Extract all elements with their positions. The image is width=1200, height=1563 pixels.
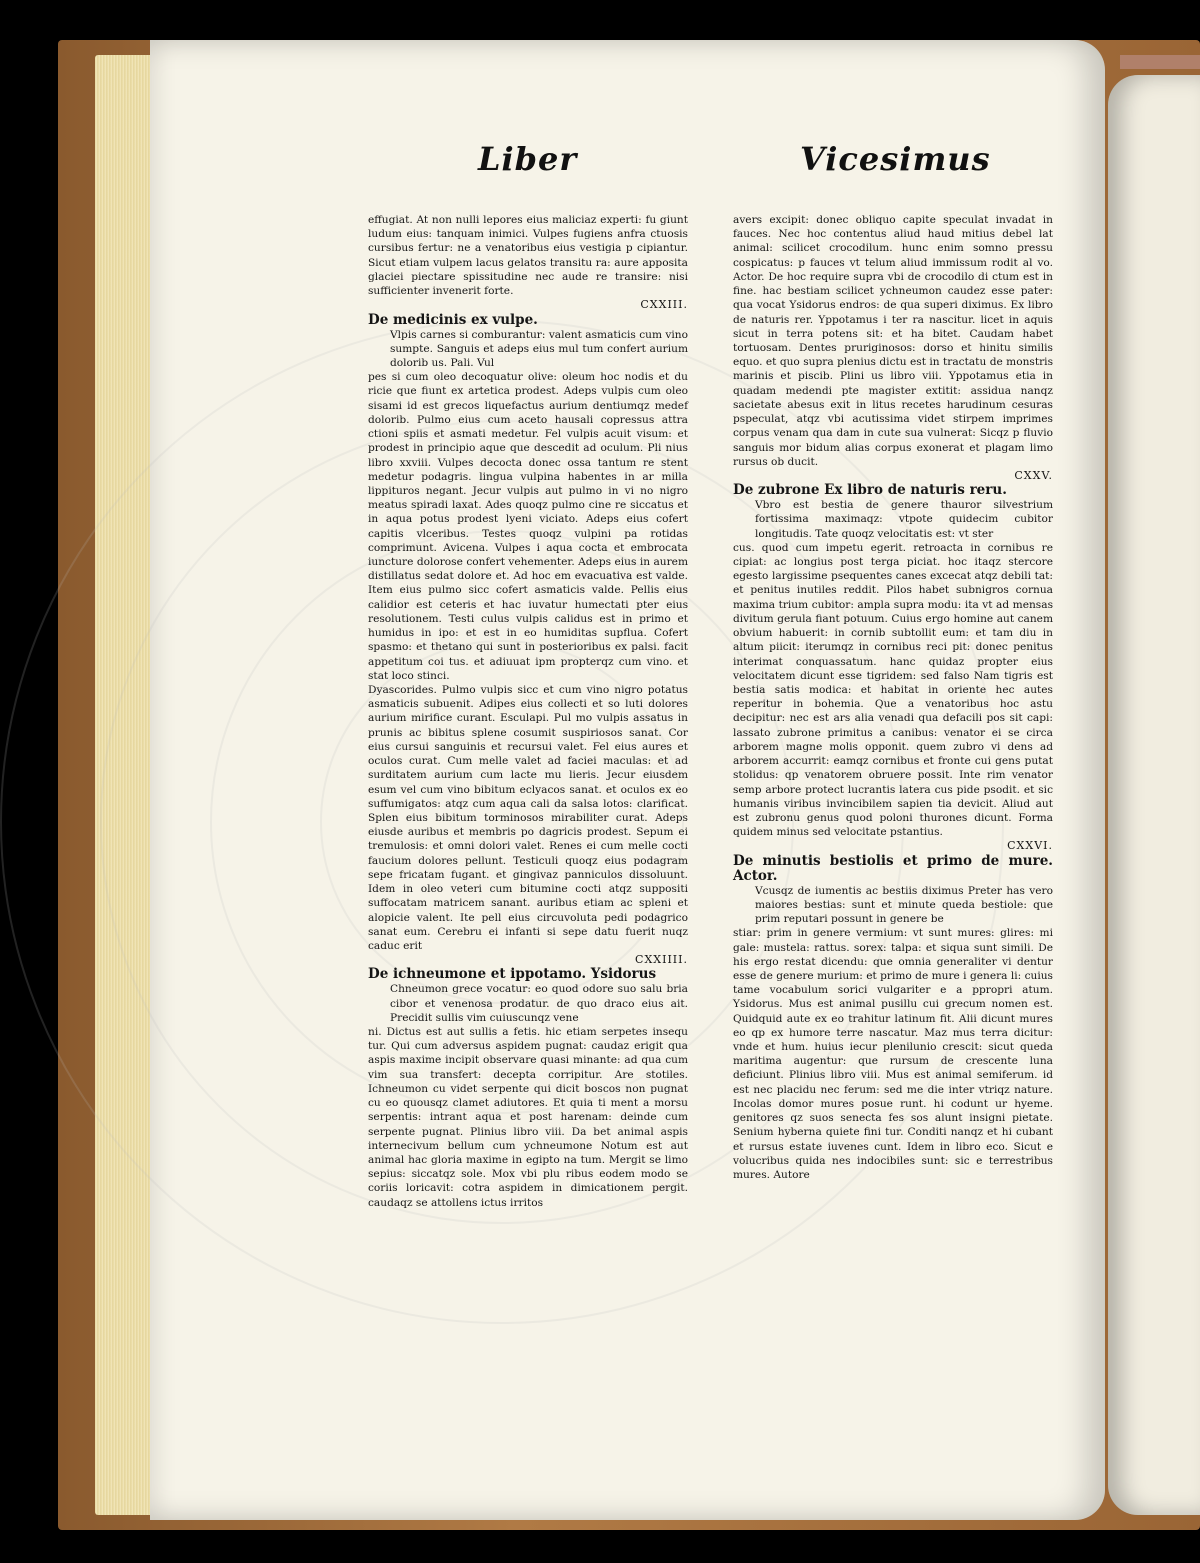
paragraph-text: cus. quod cum impetu egerit. retroacta in cornibus re cipiat: ac longius post terga piciat. hoc itaqz stercore egesto largissime psequentes canes excecat atqz debili tat: et penitus inutiles reddit. Pilos habet subnigros cornua maxima trium cubitor: ampla supra modu: ita vt ad mensas divitum gerula fiant potuum. Cuius ergo homine aut canem obvium habuerit: in cornib subtollit eum: et tam diu in altum piicit: iterumqz in cornibus reci pit: donec penitus interimat conquassatum. hanc quidaz propter eius velocitatem dicunt esse tigridem: sed falso Nam tigris est bestia satis modica: et habitat in oriente hec autes reperitur in bohemia. Que a venatoribus hoc astu decipitur: nec est ars alia venadi qua defacili pos sit capi: lassato zubrone primitus a canibus: venator ei se circa arborem magne molis opponit. quem zubro vi dens ad arborem accurrit: eamqz cornibus et fronte cui gens putat stolidus: qp venatorem obruere possit. Inte rim venator semp arbore protect lucrantis latera cus pide psodit. et sic humanis viribus invincibilem sapien tia devicit. Aliud aut est zubronu genus quod poloni thurones dicunt. Forma quidem minus sed velocitate pstantius. [733,541,1053,839]
chapter-number: CXXVI. [1007,839,1053,853]
chapter-opening-text: Chneumon grece vocatur: eo quod odore suo salu bria cibor et venenosa prodatur. de quo draco eius ait. Precidit sullis vim cuiuscunqz vene [390,983,688,1024]
chapter-opening-text: Vbro est bestia de genere thauror silvestrium fortissima maximaqz: vtpote quidecim cubitor longitudis. Tate quoqz velocitatis est: vt ster [755,499,1053,540]
paragraph-text: Dyascorides. Pulmo vulpis sicc et cum vino nigro potatus asmaticis subuenit. Adipes eius collecti et so luti dolores aurium mirifice curant. Esculapi. Pul mo vulpis assatus in prunis ac bibitus splene cosumit suspiriosos sanat. Cor eius cursui sanguinis et recursui valet. Fel eius aures et oculos curat. Cum melle valet ad faciei maculas: et ad surditatem aurium cum lacte mu lieris. Jecur eiusdem esum vel cum vino bibitum eclyacos sanat. et oculos ex eo suffumigatos: atqz cum aqua cali da salsa lotos: clarificat. Splen eius bibitum torminosos mirabiliter curat. Adeps eiusde auribus et membris po dagricis prodest. Sepum ei tremulosis: et omni dolori valet. Renes ei cum melle cocti faucium dolores pellunt. Testiculi quoqz eius podagram sepe fricatam fugant. et gingivaz panniculos dissoluunt. Idem in oleo veteri cum bitumine cocti atqz suppositi suffocatam matricem sanant. auribus etiam ac spleni et alopicie valent. Ite pell eius circuvoluta pedi podagrico sanat eum. Cerebru ei infanti si sepe datu fuerit nuqz caduc erit [368,684,688,952]
chapter-opening-text: Vlpis carnes si comburantur: valent asmaticis cum vino sumpte. Sanguis et adeps eius mul tum confert aurium dolorib us. Pali. Vul [390,328,688,369]
running-head-left: Liber [478,140,578,178]
chapter-opening-text: Vcusqz de iumentis ac bestiis diximus Preter has vero maiores bestias: sunt et minute queda bestiole: que prim reputari possunt in genere be [755,884,1053,926]
text-column-left [368,213,688,1210]
paragraph-text: effugiat. At non nulli lepores eius maliciaz experti: fu giunt ludum eius: tanquam inimici. Vulpes fugiens anfra ctuosis cursibus fertur: ne a venatoribus eius vestigia p cipiantur. Sicut etiam vulpem lacus gelatos transitu ra: aure apposita glaciei piectare spissitudine nec aude re transire: nisi sufficienter invenerit forte. [368,214,688,298]
paragraph-text: stiar: prim in genere vermium: vt sunt mures: glires: mi gale: mustela: rattus. sorex: talpa: et siqua sunt simili. De his ergo restat dicendu: que omnia generaliter vi dentur esse de genere murium: et primo de mure i genera li: cuius tame vocabulum sorici vulgariter e a ppropri atum. Ysidorus. Mus est animal pusillu cui grecum nomen est. Quidquid aute ex eo trahitur latinum fit. Alii dicunt mures eo qp ex humore terre nascatur. Maz mus terra dicitur: vnde et hum. huius iecur plenilunio crescit: sicut queda maritima augentur: que rursum de crescente luna deficiunt. Plinius libro viii. Mus est animal semiferum. id est nec placidu nec ferum: sed me die inter vtriqz nature. Incolas domor mures posue runt. hi codunt ur hyeme. genitores qz suos senecta fes sos alunt insigni pietate. Senium hyberna quiete fini tur. Conditi nanqz et hi cubant et rursus estate iuvenes cunt. Idem in libro eco. Sicut e volucribus quida nes indocibiles sunt: sic e terrestribus mures. Autore [733,927,1053,1181]
chapter-heading: De zubrone Ex libro de naturis reru. [733,482,1007,499]
text-column-right [733,213,1053,1182]
paragraph-text: ni. Dictus est aut sullis a fetis. hic etiam serpetes insequ tur. Qui cum adversus aspidem pugnat: caudaz erigit qua aspis maxime incipit observare quasi minante: ad qua cum vim sua transfert: decepta corripitur. Are stotiles. Ichneumon cu videt serpente qui dicit boscos non pugnat cu eo quousqz clamet adiutores. Et quia ti ment a morsu serpentis: intrant aqua et post harenam: deinde cum serpente pugnat. Plinius libro viii. Da bet animal aspis internecivum bellum cum ychneumone Notum est aut animal hac gloria maxime in egipto na tum. Mergit se limo sepius: siccatqz sole. Mox vbi plu ribus eodem modo se coriis loricavit: cotra aspidem in dimicationem pergit. caudaqz se attollens ictus irritos [368,1026,688,1209]
chapter-heading: De minutis bestiolis et primo de mure. Actor. [733,852,1053,884]
paragraph-text: pes si cum oleo decoquatur olive: oleum hoc nodis et du ricie que fiunt ex artetica prodest. Adeps vulpis cum oleo sisami id est grecos liquefactus aurium dentiumqz medef dolorib. Pulmo eius cum aceto hausali copressus attra ctioni spiis et asmati medetur. Fel vulpis acuit visum: et prodest in principio aque que descedit ad oculum. Pli nius libro xxviii. Vulpes decocta donec ossa tantum re stent medetur podagris. lingua vulpina habentes in ar milla lippituros negant. Jecur vulpis aut pulmo in vi no nigro meatus spiradi laxat. Ades quoqz pulmo cine re siccatus et in aqua potus prodest lyeni viciato. Adeps eius cofert capitis vlceribus. Testes quoqz vulpini pa rotidas comprimunt. Avicena. Vulpes i aqua cocta et embrocata iuncture dolorose confert vehementer. Adeps eius in aurem distillatus sedat dolore et. Ad hoc em evacuativa est valde. Item eius pulmo sicc cofert asmaticis valde. Pellis eius calidior est ceteris et hac iuvatur humectati pter eius resolutionem. Testi culus vulpis calidus est in primo et humidus in ipo: et est in eo humiditas supflua. Cofert spasmo: et thetano qui sunt in posterioribus ex palsi. facit appetitum coi tus. et adiuuat ipm propterqz cum vino. et stat loco stinci. [368,371,688,682]
chapter-number: CXXV. [1014,468,1053,482]
chapter-number: CXXIII. [640,298,688,312]
paragraph-text: avers excipit: donec obliquo capite speculat invadat in fauces. Nec hoc contentus aliud haud mitius debel lat animal: scilicet crocodilum. hunc enim somno pressu cospicatus: p fauces vt telum aliud immissum rodit al vo. Actor. De hoc require supra vbi de crocodilo di ctum est in fine. hac bestiam scilicet ychneumon caudez esse pater: qua vocat Ysidorus endros: de qua superi diximus. Ex libro de naturis rer. Yppotamus i ter ra nascitur. licet in aquis sicut in terra potens sit: et ha bitet. Caudam habet tortuosam. Dentes pruriginosos: dorso et hinitu similis equo. et quo supra plenius dictu est in tractatu de monstris marinis et piscib. Plini us libro viii. Yppotamus etia in quadam medendi pte magister extitit: assidua nanqz sacietate abesus exit in litus recetes harudinum cesuras pspeculat, atqz vbi acutissima videt stirpem imprimes corpus venam qua dam in cute sua vulnerat: Sicqz p fluvio sanguis mor bidum alias corpus exonerat et plagam limo rursus ob ducit. [733,214,1053,468]
chapter-heading: De medicinis ex vulpe. [368,311,538,328]
chapter-number: CXXIIII. [635,953,688,967]
facing-bookmark [1120,55,1200,69]
facing-page [1108,75,1200,1515]
running-head-right: Vicesimus [800,140,991,178]
chapter-heading: De ichneumone et ippotamo. Ysidorus [368,966,657,983]
